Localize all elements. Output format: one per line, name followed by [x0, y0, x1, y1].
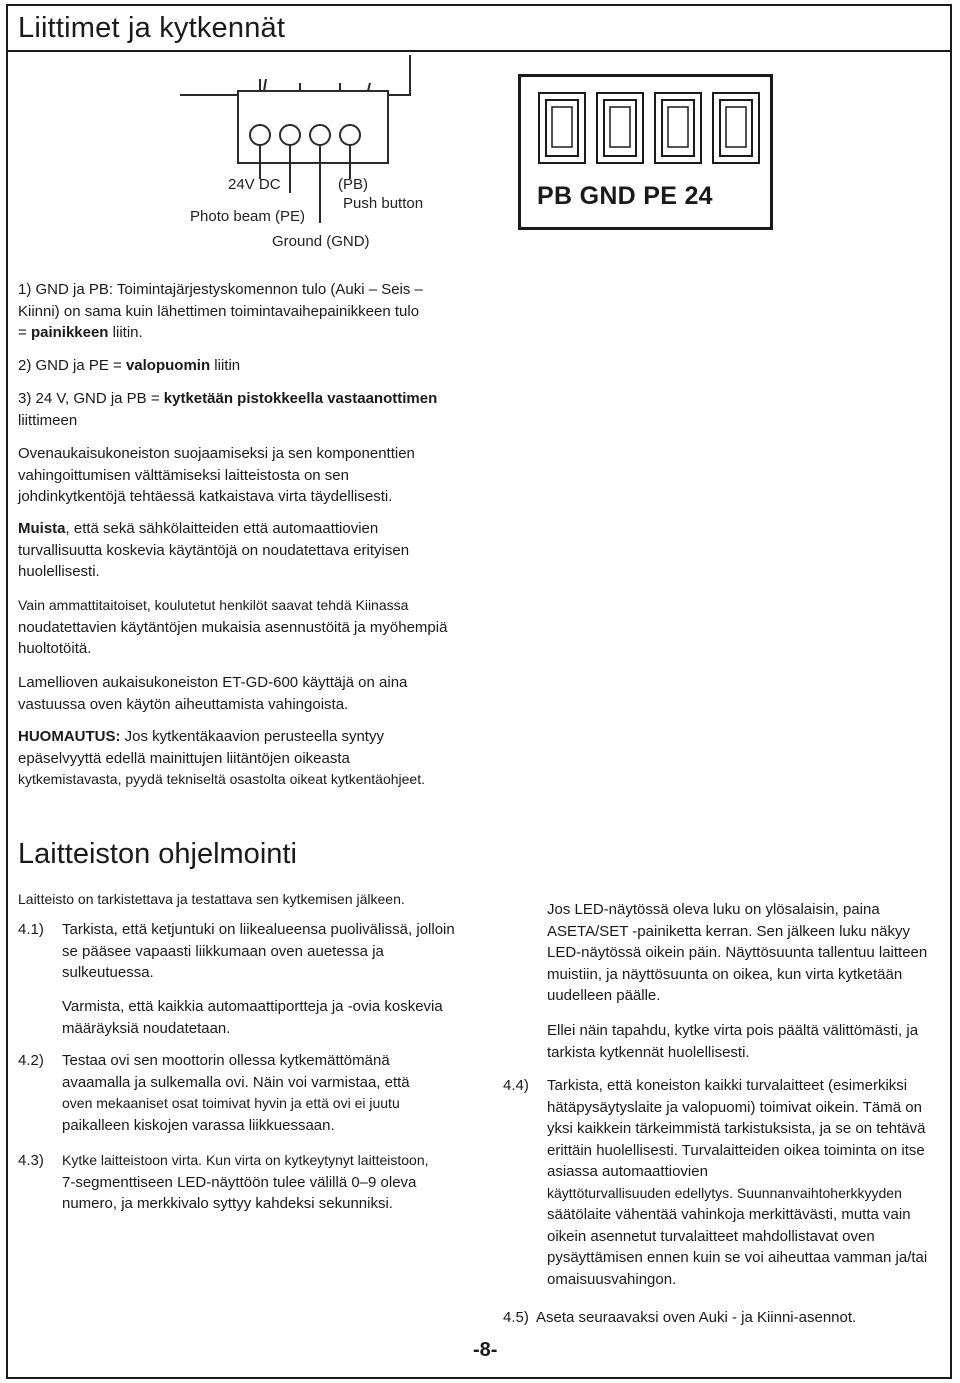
step-4-2-text — [62, 1050, 462, 1136]
terminal-block — [518, 74, 773, 230]
paragraph-power-off: Ovenaukaisukoneiston suojaamiseksi ja sen komponenttien vahingoittumisen välttämiseksi laitteistosta on sen johdinkytkentöjä tehtäessä katkaistava virta täydellisesti. — [18, 445, 415, 505]
step-4-4-text — [547, 1075, 945, 1290]
page-number: -8- — [473, 1339, 498, 1361]
step-4-4-a: Tarkista, että koneiston kaikki turvalaitteet (esimerkiksi hätäpysäytyslaite ja valopuomi) toimivat oikein. Tämä on yksi kaikkein tärkeimmistä tarkistuksista, ja se on tehtävä erittäin huolellisesti. Turvalaitteiden oikea toiminta on itse asiassa automaattiovien — [547, 1077, 926, 1180]
para6-a: Vain ammattitaitoiset, koulutetut henkilöt saavat tehdä Kiinassa — [18, 597, 409, 613]
label-24v-dc: 24V DC — [228, 176, 281, 193]
step-4-3-text — [62, 1150, 462, 1215]
label-pb: (PB) — [338, 176, 368, 193]
led-upside-down-text: Jos LED-näytössä oleva luku on ylösalaisin, paina ASETA/SET -painiketta kerran. Sen jälkeen luku näkyy LED-näytössä oikein päin. Näyttösuunta tallentuu laitteen muistiin, ja näyttösuunta on oikea, kun virta kytketään uudelleen päälle. — [547, 901, 928, 1004]
step-4-5-number: 4.5) — [503, 1309, 529, 1326]
para1-eq: = — [18, 324, 31, 341]
step-4-2-number: 4.2) — [18, 1052, 44, 1069]
step-4-3-b: 7-segmenttiseen LED-näyttöön tulee välillä 0–9 oleva numero, ja merkkivalo syttyy kahdeksi sekunniksi. — [62, 1173, 417, 1212]
para1-end: liitin. — [108, 324, 143, 341]
para3-bold: kytketään pistokkeella vastaanottimen — [163, 390, 438, 407]
section-title-programming: Laitteiston ohjelmointi — [18, 838, 297, 870]
para1-bold: painikkeen — [30, 324, 109, 341]
paragraph-note — [18, 726, 468, 791]
paragraph-safety — [18, 518, 458, 583]
para8-a: Jos kytkentäkaavion perusteella syntyy epäselvyyttä edellä mainittujen liitäntöjen oikeasta — [18, 728, 384, 767]
label-photo-beam: Photo beam (PE) — [190, 208, 306, 225]
step-4-1-number: 4.1) — [18, 921, 44, 938]
label-push-button: Push button — [343, 195, 424, 212]
terminal-label: PB GND PE 24 — [537, 182, 713, 210]
step-4-1-text — [62, 919, 462, 984]
para8-bold: HUOMAUTUS: — [18, 728, 121, 745]
connector-drawing — [180, 55, 440, 255]
programming-intro: Laitteisto on tarkistettava ja testattava sen kytkemisen jälkeen. — [18, 891, 405, 907]
step-4-2-a: Testaa ovi sen moottorin ollessa kytkemättömänä avaamalla ja sulkemalla ovi. Näin voi varmistaa, että — [62, 1052, 410, 1091]
step-4-4-b: käyttöturvallisuuden edellytys. Suunnanvaihtoherkkyyden — [547, 1184, 902, 1201]
led-fail-text: Ellei näin tapahdu, kytke virta pois päältä välittömästi, ja tarkista kytkennät huolellisesti. — [547, 1022, 919, 1061]
connector-diagram — [180, 55, 440, 255]
para1-text: 1) GND ja PB: Toimintajärjestyskomennon tulo (Auki – Seis – Kiinni) on sama kuin lähettimen toimintavaihepainikkeen tulo — [18, 281, 423, 320]
para5-text: , että sekä sähkölaitteiden että automaattiovien turvallisuutta koskevia käytäntöjä on noudatettava erityisen huolellisesti. — [18, 520, 410, 580]
para5-bold: Muista — [18, 520, 66, 537]
paragraph-responsibility: Lamellioven aukaisukoneiston ET-GD-600 käyttäjä on aina vastuussa oven käytön aiheuttamista vahingoista. — [18, 674, 408, 713]
step-4-2-b: oven mekaaniset osat toimivat hyvin ja että ovi ei juutu — [62, 1095, 400, 1111]
para3-a: 3) 24 V, GND ja PB = — [18, 390, 164, 407]
label-ground: Ground (GND) — [272, 233, 370, 250]
step-4-4-number: 4.4) — [503, 1077, 529, 1094]
para8-b: kytkemistavasta, pyydä tekniseltä osastolta oikeat kytkentäohjeet. — [18, 771, 425, 787]
para6-b: noudatettavien käytäntöjen mukaisia asennustöitä ja myöhempiä huoltotöitä. — [18, 618, 448, 657]
paragraph-gnd-pb — [18, 279, 458, 344]
para2-bold: valopuomin — [125, 357, 211, 374]
section-title-connections: Liittimet ja kytkennät — [18, 12, 286, 44]
paragraph-gnd-pe — [18, 355, 458, 377]
step-4-4-c: säätölaite vähentää vahinkoja merkittävästi, mutta vain oikein asennetut turvalaitteet mahdollistavat oven pysäyttämisen ennen kuin se voi aiheuttaa vamman ja/tai omaisuusvahingon. — [547, 1206, 928, 1288]
para2-a: 2) GND ja PE = — [18, 357, 126, 374]
terminal-slots-drawing — [521, 83, 770, 173]
paragraph-24v — [18, 388, 458, 431]
para2-b: liitin — [210, 357, 241, 374]
step-4-1-body: Tarkista, että ketjuntuki on liikealueensa puolivälissä, jolloin se pääsee vapaasti liikkumaan oven auetessa ja sulkeutuessa. — [62, 921, 455, 981]
title-rule — [8, 50, 950, 52]
step-4-3-a: Kytke laitteistoon virta. Kun virta on kytkeytynyt laitteistoon, — [62, 1152, 429, 1168]
step-4-2-c: paikalleen kiskojen varassa liikkuessaan. — [62, 1116, 335, 1134]
paragraph-professionals — [18, 595, 458, 660]
step-4-3-number: 4.3) — [18, 1152, 44, 1169]
step-4-5-text: Aseta seuraavaksi oven Auki - ja Kiinni-asennot. — [536, 1309, 857, 1326]
para3-b: liittimeen — [18, 411, 78, 429]
step-4-1-extra: Varmista, että kaikkia automaattiportteja ja -ovia koskevia määräyksiä noudatetaan. — [62, 998, 443, 1037]
